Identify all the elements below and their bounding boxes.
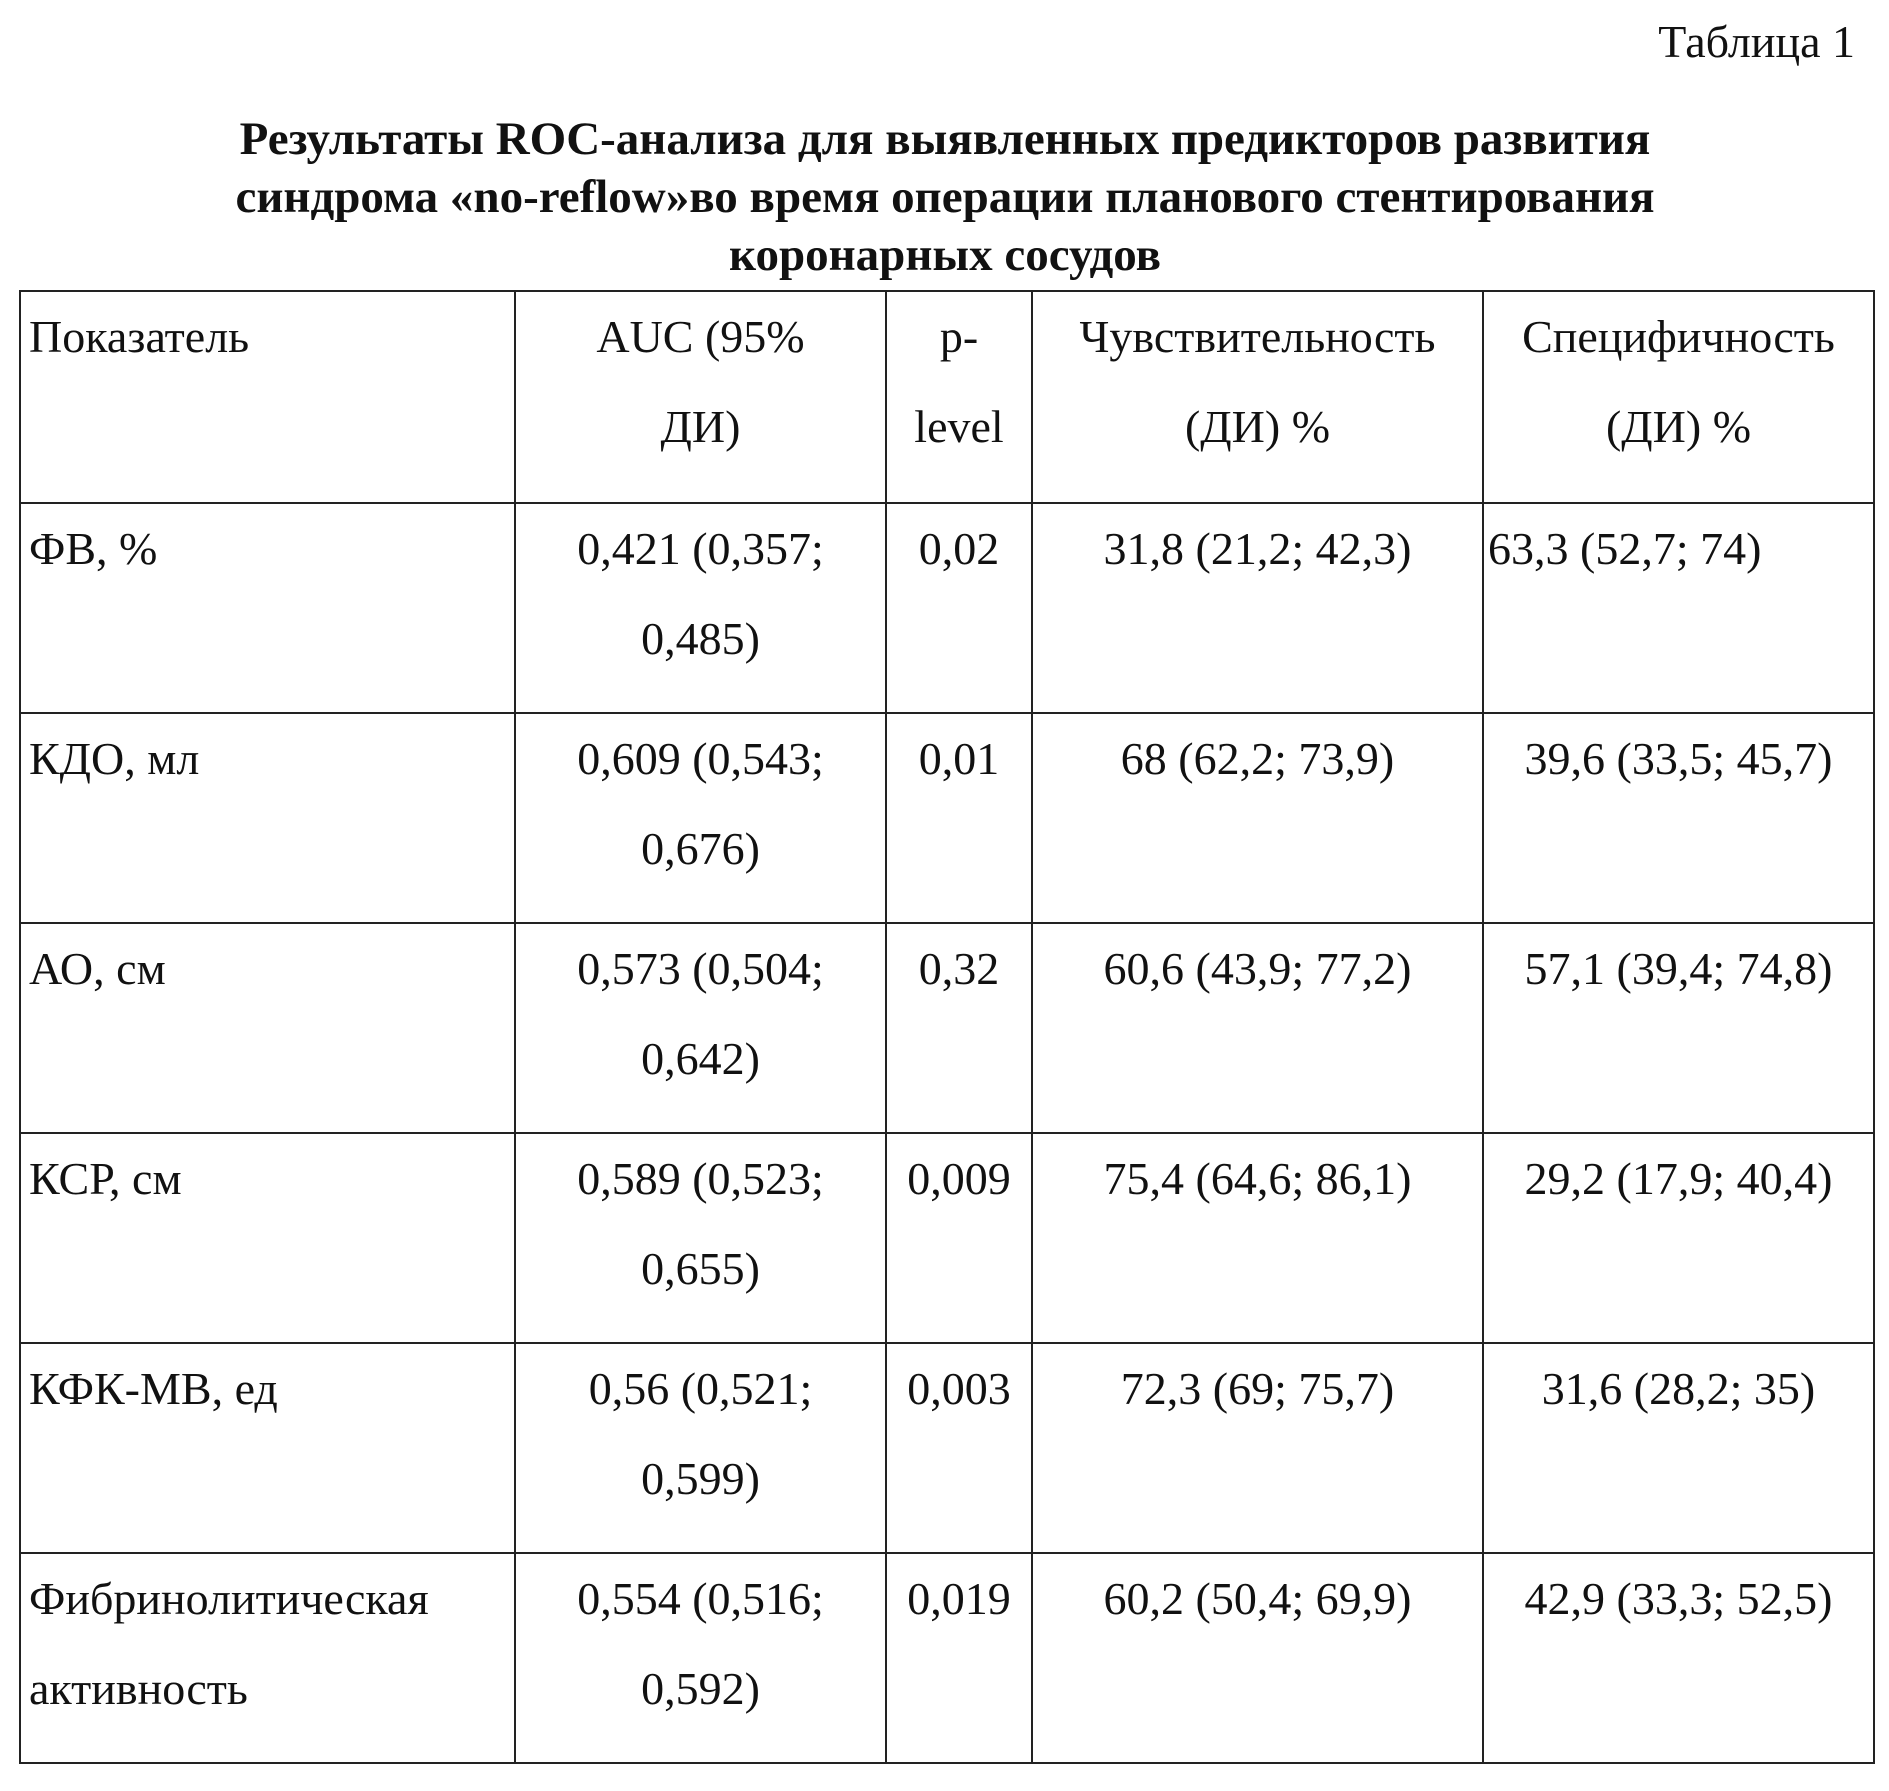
table-row <box>20 1553 1874 1763</box>
roc-results-table <box>19 290 1875 1764</box>
table-row <box>20 1343 1874 1553</box>
cell-indicator: КФК-МВ, ед <box>20 1343 515 1553</box>
header-sensitivity: Чувствительность (ДИ) % <box>1032 291 1483 503</box>
cell-indicator: КДО, мл <box>20 713 515 923</box>
header-specificity: Специфичность (ДИ) % <box>1483 291 1874 503</box>
cell-sensitivity: 68 (62,2; 73,9) <box>1032 713 1483 923</box>
cell-specificity: 42,9 (33,3; 52,5) <box>1483 1553 1874 1763</box>
cell-specificity: 29,2 (17,9; 40,4) <box>1483 1133 1874 1343</box>
cell-p-level: 0,32 <box>886 923 1032 1133</box>
table-row <box>20 1133 1874 1343</box>
cell-sensitivity: 60,6 (43,9; 77,2) <box>1032 923 1483 1133</box>
cell-sensitivity: 72,3 (69; 75,7) <box>1032 1343 1483 1553</box>
cell-p-level: 0,01 <box>886 713 1032 923</box>
cell-auc: 0,56 (0,521; 0,599) <box>515 1343 886 1553</box>
table-header-row <box>20 291 1874 503</box>
cell-p-level: 0,019 <box>886 1553 1032 1763</box>
header-indicator: Показатель <box>20 291 515 503</box>
header-p-level: p- level <box>886 291 1032 503</box>
table-row <box>20 923 1874 1133</box>
table-row <box>20 503 1874 713</box>
cell-specificity: 31,6 (28,2; 35) <box>1483 1343 1874 1553</box>
cell-auc: 0,609 (0,543; 0,676) <box>515 713 886 923</box>
cell-specificity: 57,1 (39,4; 74,8) <box>1483 923 1874 1133</box>
cell-auc: 0,589 (0,523; 0,655) <box>515 1133 886 1343</box>
cell-indicator: АО, см <box>20 923 515 1133</box>
cell-indicator: КСР, см <box>20 1133 515 1343</box>
cell-auc: 0,421 (0,357; 0,485) <box>515 503 886 713</box>
cell-sensitivity: 75,4 (64,6; 86,1) <box>1032 1133 1483 1343</box>
cell-p-level: 0,003 <box>886 1343 1032 1553</box>
cell-p-level: 0,009 <box>886 1133 1032 1343</box>
table-row <box>20 713 1874 923</box>
title-line: синдрома «no-reflow»во время операции планового стентирования <box>235 171 1655 223</box>
table-number-label: Таблица 1 <box>1658 16 1855 67</box>
title-line: коронарных сосудов <box>729 229 1161 281</box>
cell-auc: 0,554 (0,516; 0,592) <box>515 1553 886 1763</box>
cell-specificity: 63,3 (52,7; 74) <box>1483 503 1874 713</box>
cell-specificity: 39,6 (33,5; 45,7) <box>1483 713 1874 923</box>
cell-indicator: ФВ, % <box>20 503 515 713</box>
header-auc: AUC (95% ДИ) <box>515 291 886 503</box>
cell-sensitivity: 31,8 (21,2; 42,3) <box>1032 503 1483 713</box>
cell-p-level: 0,02 <box>886 503 1032 713</box>
title-line: Результаты ROC-анализа для выявленных предикторов развития <box>239 113 1651 165</box>
cell-indicator: Фибринолитическая активность <box>20 1553 515 1763</box>
cell-sensitivity: 60,2 (50,4; 69,9) <box>1032 1553 1483 1763</box>
cell-auc: 0,573 (0,504; 0,642) <box>515 923 886 1133</box>
document-title <box>100 110 1790 284</box>
